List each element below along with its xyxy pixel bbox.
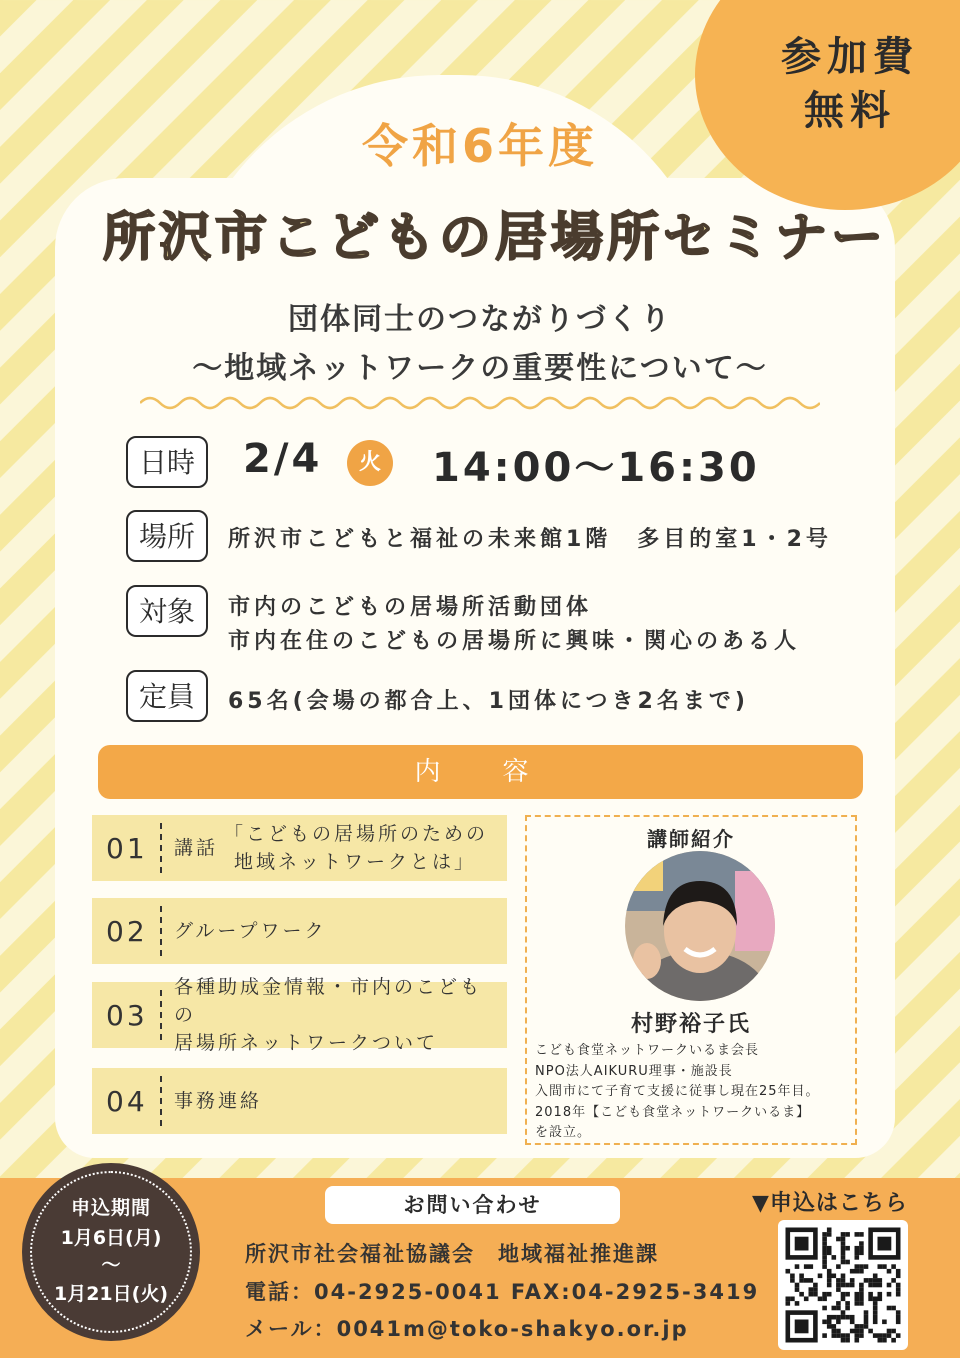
item-number: 03 <box>106 998 148 1032</box>
qr-code[interactable] <box>778 1220 908 1350</box>
period-label: 申込期間 <box>70 1197 151 1219</box>
item-text-line-2: 居場所ネットワークついて <box>174 1032 439 1054</box>
bio-line: を設立。 <box>535 1125 592 1140</box>
event-weekday: 火 <box>347 440 393 486</box>
item-divider <box>160 906 162 956</box>
bio-line: 入間市にて子育て支援に従事し現在25年目。 <box>535 1084 820 1099</box>
period-end: 1月21日(火) <box>53 1283 169 1305</box>
item-divider <box>160 990 162 1040</box>
application-period-badge <box>22 1163 200 1341</box>
speaker-box <box>525 815 857 1145</box>
content-item-02 <box>92 898 507 964</box>
item-number: 02 <box>106 914 148 948</box>
subtitle-main: 団体同士のつながりづくり <box>288 302 672 337</box>
period-separator: 〜 <box>101 1254 121 1276</box>
label-datetime: 日時 <box>126 436 208 488</box>
wave-divider <box>140 392 820 414</box>
item-text-line-2: 地域ネットワークとは」 <box>234 851 477 873</box>
contact-email[interactable]: メール：0041m@toko-shakyo.or.jp <box>245 1317 689 1341</box>
item-text <box>174 976 501 1054</box>
bio-line: こども食堂ネットワークいるま会長 <box>535 1043 760 1058</box>
speaker-photo <box>625 851 775 1001</box>
content-heading: 内 容 <box>98 745 863 799</box>
period-start: 1月6日(月) <box>60 1227 162 1249</box>
label-venue: 場所 <box>126 510 208 562</box>
item-number: 01 <box>106 831 148 865</box>
item-text: グループワーク <box>174 920 327 942</box>
item-divider <box>160 1076 162 1126</box>
event-date: 2/4 <box>243 436 323 482</box>
content-item-01 <box>92 815 507 881</box>
contact-phone: 電話：04-2925-0041 FAX:04-2925-3419 <box>245 1280 760 1304</box>
target-line-2: 市内在住のこどもの居場所に興味・関心のある人 <box>228 629 801 654</box>
label-capacity: 定員 <box>126 670 208 722</box>
fee-value: 無料 <box>804 88 896 134</box>
contact-heading: お問い合わせ <box>325 1186 620 1224</box>
speaker-bio <box>535 1041 820 1144</box>
item-text-line-1: 各種助成金情報・市内のこどもの <box>174 976 483 1026</box>
speaker-name: 村野裕子氏 <box>630 1012 751 1037</box>
page-title: 所沢市こどもの居場所セミナー <box>102 208 887 268</box>
item-text: 事務連絡 <box>174 1090 263 1112</box>
capacity-value: 65名(会場の都合上、1団体につき2名まで) <box>228 689 749 714</box>
apply-label: ▼申込はこちら <box>752 1191 908 1216</box>
fee-label: 参加費 <box>781 34 919 80</box>
item-text <box>174 815 501 881</box>
speaker-heading: 講師紹介 <box>647 827 735 851</box>
item-number: 04 <box>106 1084 148 1118</box>
label-target: 対象 <box>126 585 208 637</box>
content-item-04 <box>92 1068 507 1134</box>
item-divider <box>160 823 162 873</box>
content-item-03 <box>92 976 507 1054</box>
bio-line: NPO法人AIKURU理事・施設長 <box>535 1063 733 1079</box>
fiscal-year: 令和6年度 <box>361 119 598 173</box>
event-time: 14:00〜16:30 <box>432 445 760 491</box>
target-line-1: 市内のこどもの居場所活動団体 <box>228 595 593 620</box>
bio-line: 2018年【こども食堂ネットワークいるま】 <box>535 1104 811 1120</box>
item-text-line-1: 「こどもの居場所のための <box>224 823 489 845</box>
qr-code-icon <box>778 1220 908 1350</box>
contact-org: 所沢市社会福祉協議会 地域福祉推進課 <box>245 1242 659 1266</box>
venue-value: 所沢市こどもと福祉の未来館1階 多目的室1・2号 <box>228 527 832 552</box>
item-prefix: 講話 <box>174 837 219 859</box>
subtitle-sub: 〜地域ネットワークの重要性について〜 <box>192 351 768 386</box>
